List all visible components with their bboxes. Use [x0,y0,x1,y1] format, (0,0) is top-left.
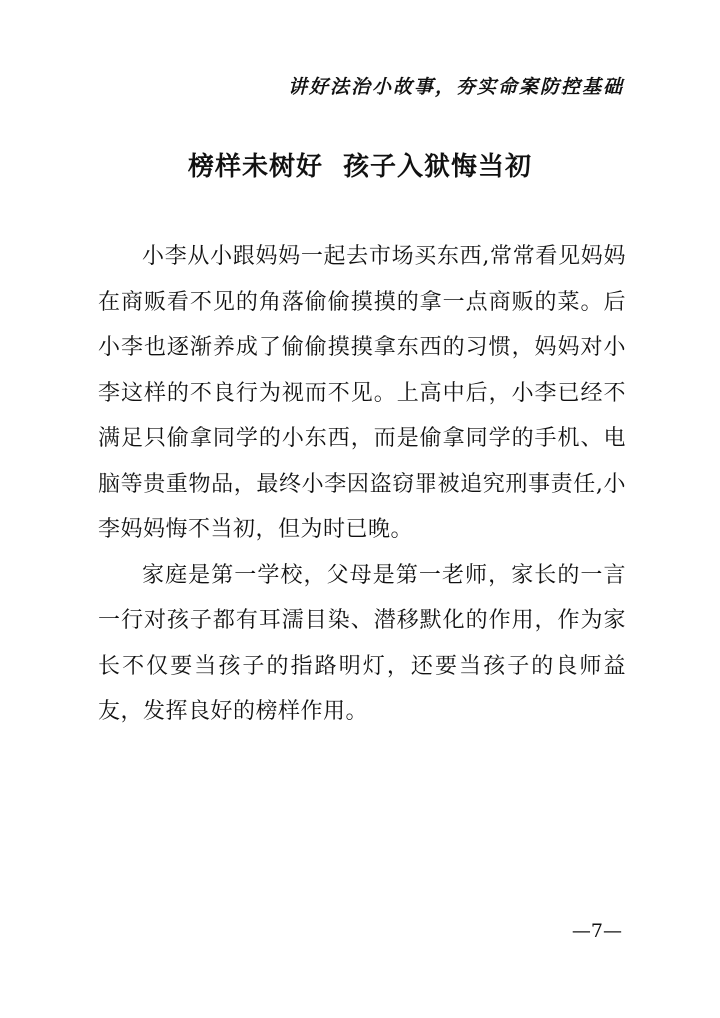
article-title: 榜样未树好 孩子入狱悔当初 [187,152,533,182]
paragraph-2: 家庭是第一学校，父母是第一老师，家长的一言一行对孩子都有耳濡目染、潜移默化的作用，作为家长不仅要当孩子的指路明灯，还要当孩子的良师益友，发挥良好的榜样作用。 [98,562,626,724]
running-header: 讲好法治小故事，夯实命案防控基础 [287,76,624,98]
page-number: —7— [571,920,622,942]
article-body [98,234,626,735]
paragraph-1: 小李从小跟妈妈一起去市场买东西,常常看见妈妈在商贩看不见的角落偷偷摸摸的拿一点商贩的菜。后小李也逐渐养成了偷偷摸摸拿东西的习惯，妈妈对小李这样的不良行为视而不见。上高中后，小李已经不满足只偷拿同学的小东西，而是偷拿同学的手机、电脑等贵重物品，最终小李因盗窃罪被追究刑事责任,小李妈妈悔不当初，但为时已晚。 [98,244,626,542]
